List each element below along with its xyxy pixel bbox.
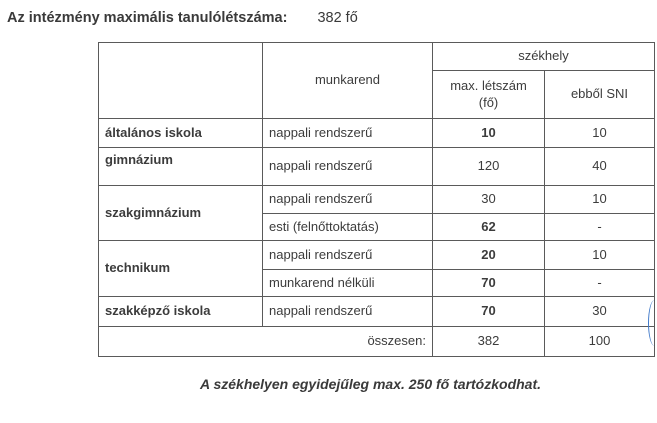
total-label: összesen: [99,327,433,357]
table-row [99,297,655,327]
table-row [99,119,655,148]
capacity-note: A székhelyen egyidejűleg max. 250 fő tartózkodhat. [199,376,542,392]
total-sni-count: 100 [545,327,655,357]
max-count-cell: 30 [433,186,545,214]
heading-value: 382 fő [317,10,358,26]
header-group: székhely [433,43,655,71]
table-header-row [99,43,655,71]
max-count-cell: 70 [433,270,545,297]
capacity-heading [7,10,358,26]
work-mode-cell: munkarend nélküli [263,270,433,297]
sni-count-cell: - [545,270,655,297]
school-type-cell: általános iskola [99,119,263,148]
header-empty-cell [99,43,263,119]
table-row [99,186,655,214]
sni-count-cell: 10 [545,186,655,214]
table-row [99,148,655,186]
header-max [433,71,545,119]
sni-count-cell: 10 [545,241,655,270]
work-mode-cell: nappali rendszerű [263,186,433,214]
sni-count-cell: 30 [545,297,655,327]
work-mode-cell: nappali rendszerű [263,297,433,327]
max-count-cell: 70 [433,297,545,327]
max-count-cell: 62 [433,214,545,241]
max-count-cell: 10 [433,119,545,148]
header-max-line1: max. létszám [450,78,527,94]
work-mode-cell: nappali rendszerű [263,241,433,270]
capacity-table [98,42,655,357]
school-type-cell: gimnázium [99,148,263,186]
school-type-cell: szakgimnázium [99,186,263,241]
total-max-count: 382 [433,327,545,357]
max-count-cell: 20 [433,241,545,270]
heading-label: Az intézmény maximális tanulólétszáma: [7,10,288,26]
work-mode-cell: nappali rendszerű [263,119,433,148]
school-type-cell: szakképző iskola [99,297,263,327]
header-sni: ebből SNI [545,71,655,119]
sni-count-cell: - [545,214,655,241]
table-total-row [99,327,655,357]
school-type-cell: technikum [99,241,263,297]
pen-mark [648,300,657,346]
work-mode-cell: esti (felnőttoktatás) [263,214,433,241]
work-mode-cell: nappali rendszerű [263,148,433,186]
sni-count-cell: 40 [545,148,655,186]
header-max-line2: (fő) [478,94,499,110]
header-mode: munkarend [263,43,433,119]
max-count-cell: 120 [433,148,545,186]
table-row [99,241,655,270]
sni-count-cell: 10 [545,119,655,148]
